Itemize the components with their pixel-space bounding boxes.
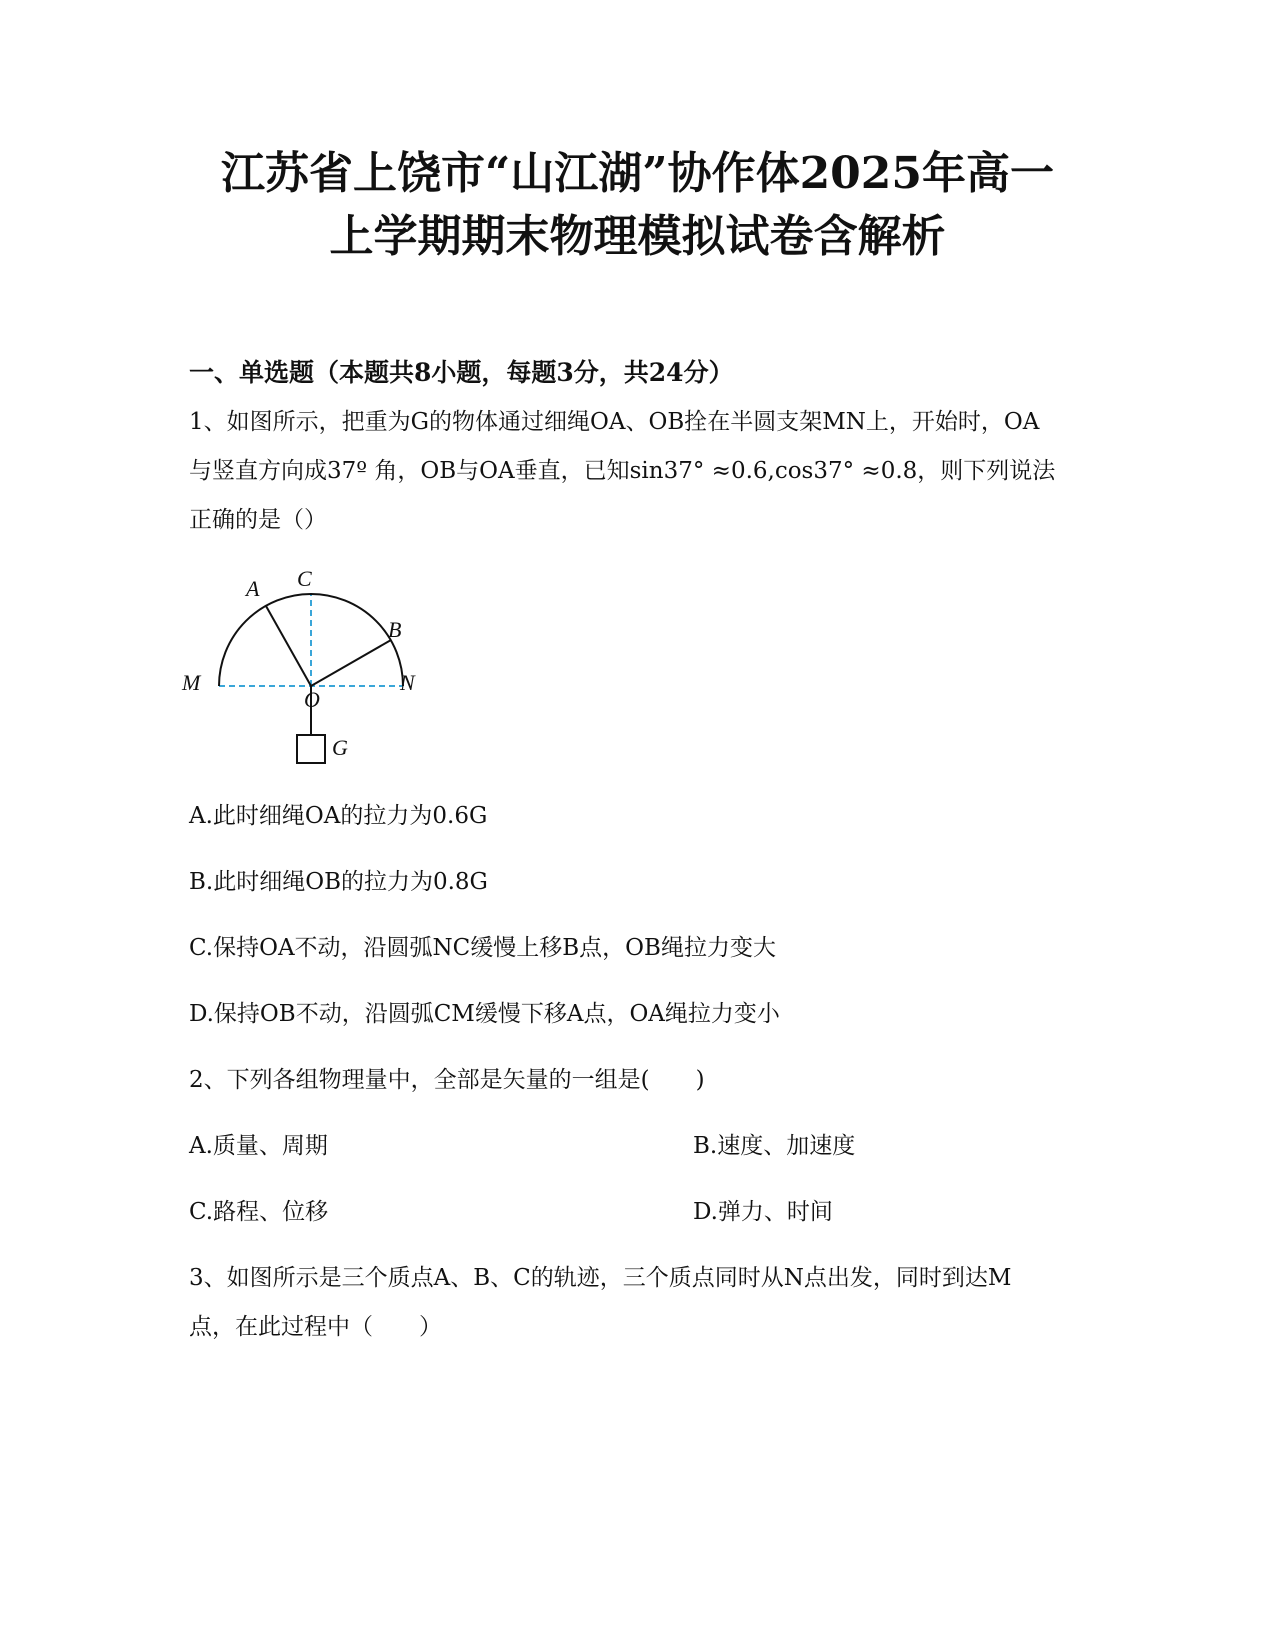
- rope-ob: [311, 640, 391, 686]
- q1-stem-line-2: 与竖直方向成37º 角，OB与OA垂直，已知sin37° ≈0.6,cos37° ≈0.8，则下列说法: [189, 458, 1056, 484]
- q1-option-c: C.保持OA不动，沿圆弧NC缓慢上移B点，OB绳拉力变大: [189, 935, 776, 961]
- document-title-line-2: 上学期期末物理模拟试卷含解析: [329, 211, 946, 262]
- label-g: G: [332, 735, 348, 760]
- rope-oa: [266, 606, 311, 686]
- label-a: A: [246, 576, 260, 601]
- label-m: M: [182, 670, 201, 695]
- label-b: B: [388, 617, 402, 642]
- q1-stem-line-1: 1、如图所示，把重为G的物体通过细绳OA、OB拴在半圆支架MN上，开始时，OA: [189, 409, 1040, 435]
- q1-figure: [180, 566, 450, 810]
- label-n: N: [400, 670, 415, 695]
- q1-stem-line-3: 正确的是（）: [189, 507, 327, 533]
- q1-option-d: D.保持OB不动，沿圆弧CM缓慢下移A点，OA绳拉力变小: [189, 1001, 780, 1027]
- label-o: O: [304, 687, 320, 712]
- q3-stem-line-1: 3、如图所示是三个质点A、B、C的轨迹，三个质点同时从N点出发，同时到达M: [189, 1265, 1012, 1291]
- q1-option-b: B.此时细绳OB的拉力为0.8G: [189, 869, 488, 895]
- q2-stem: 2、下列各组物理量中，全部是矢量的一组是( ): [189, 1067, 705, 1093]
- q2-option-a: A.质量、周期: [189, 1133, 328, 1159]
- section-heading: 一、单选题（本题共8小题，每题3分，共24分）: [189, 358, 734, 387]
- q1-option-a: A.此时细绳OA的拉力为0.6G: [189, 803, 488, 829]
- q2-option-b: B.速度、加速度: [693, 1133, 856, 1159]
- q2-option-d: D.弹力、时间: [693, 1199, 833, 1225]
- document-title-line-1: 江苏省上饶市“山江湖”协作体2025年高一: [220, 148, 1055, 199]
- label-c: C: [297, 566, 312, 591]
- weight-box: [297, 735, 325, 763]
- q2-option-c: C.路程、位移: [189, 1199, 329, 1225]
- q3-stem-line-2: 点，在此过程中（ ）: [189, 1314, 442, 1340]
